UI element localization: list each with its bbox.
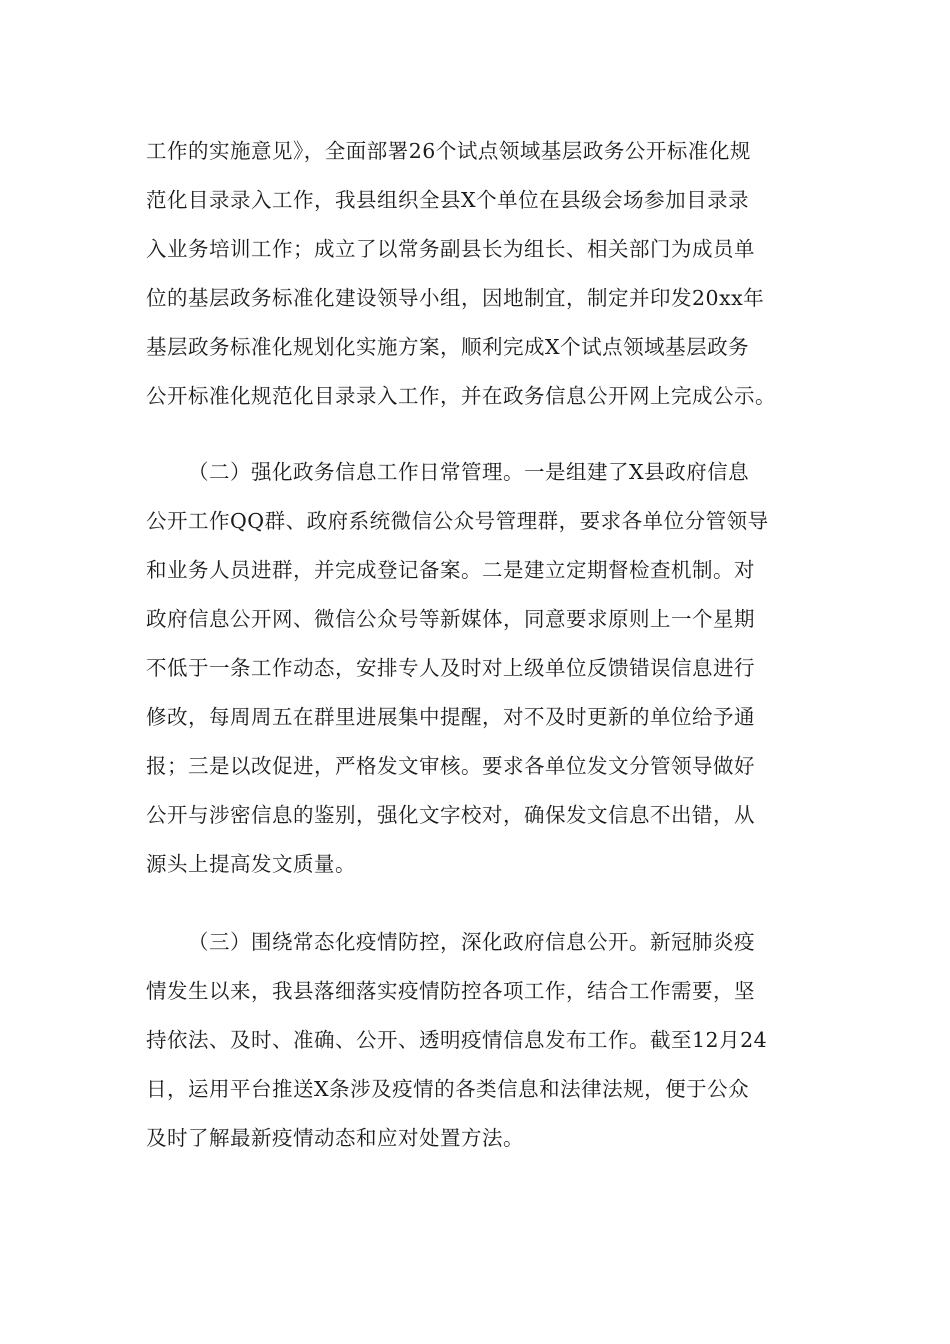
text-line: 范化目录录入工作，我县组织全县X个单位在县级会场参加目录录 xyxy=(146,188,750,212)
text-line: 工作的实施意见》，全面部署26个试点领域基层政务公开标准化规 xyxy=(146,139,751,163)
text-line: 修改，每周周五在群里进展集中提醒，对不及时更新的单位给予通 xyxy=(146,705,755,729)
text-line: 公开与涉密信息的鉴别，强化文字校对，确保发文信息不出错，从 xyxy=(146,803,755,827)
text-line: 政府信息公开网、微信公众号等新媒体，同意要求原则上一个星期 xyxy=(146,607,755,631)
text-line: 报；三是以改促进，严格发文审核。要求各单位发文分管领导做好 xyxy=(146,754,755,778)
text-line: 入业务培训工作；成立了以常务副县长为组长、相关部门为成员单 xyxy=(146,237,755,261)
text-line: 公开工作QQ群、政府系统微信公众号管理群，要求各单位分管领导 xyxy=(146,509,769,533)
text-line: 公开标准化规范化目录录入工作，并在政务信息公开网上完成公示。 xyxy=(146,384,776,408)
text-line: 持依法、及时、准确、公开、透明疫情信息发布工作。截至12月24 xyxy=(146,1028,768,1052)
text-line: 日，运用平台推送X条涉及疫情的各类信息和法律法规，便于公众 xyxy=(146,1077,750,1101)
text-line: 不低于一条工作动态，安排专人及时对上级单位反馈错误信息进行 xyxy=(146,656,755,680)
text-line: 情发生以来，我县落细落实疫情防控各项工作，结合工作需要，坚 xyxy=(146,979,755,1003)
text-line: （二）强化政务信息工作日常管理。一是组建了X县政府信息 xyxy=(188,460,750,484)
text-line: 基层政务标准化规划化实施方案，顺利完成X个试点领域基层政务 xyxy=(146,335,750,359)
text-line: （三）围绕常态化疫情防控，深化政府信息公开。新冠肺炎疫 xyxy=(188,930,755,954)
text-line: 源头上提高发文质量。 xyxy=(146,852,356,876)
text-line: 和业务人员进群，并完成登记备案。二是建立定期督检查机制。对 xyxy=(146,558,755,582)
text-line: 及时了解最新疫情动态和应对处置方法。 xyxy=(146,1126,524,1150)
text-line: 位的基层政务标准化建设领导小组，因地制宜，制定并印发20xx年 xyxy=(146,286,765,310)
